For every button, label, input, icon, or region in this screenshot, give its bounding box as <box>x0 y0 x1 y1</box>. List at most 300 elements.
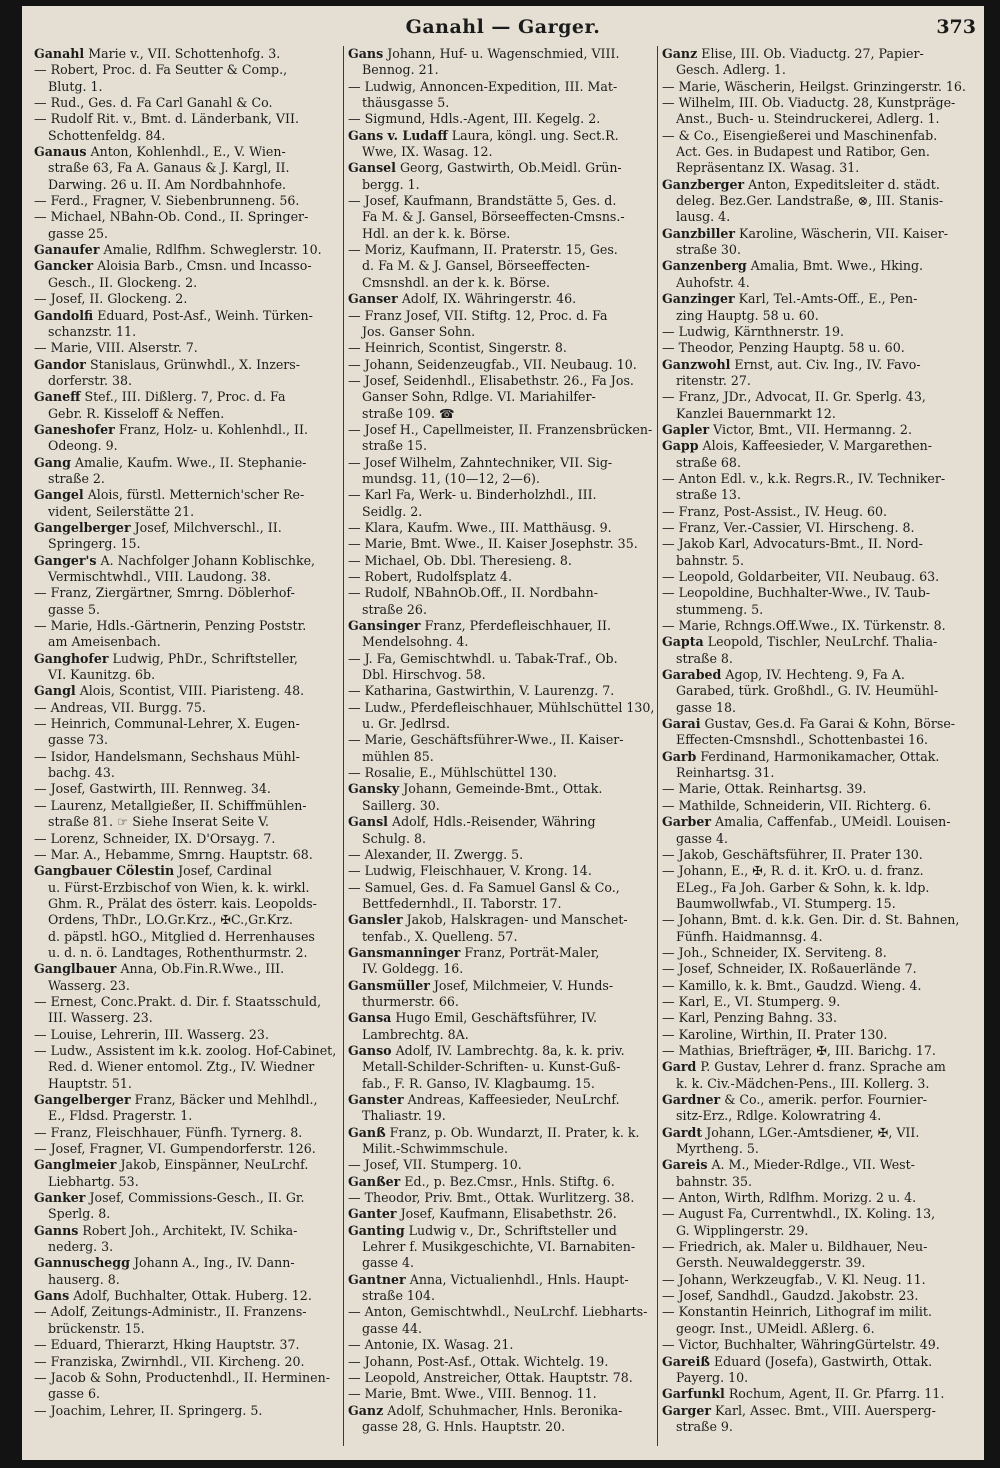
surname: Gareiß <box>662 1353 710 1369</box>
entry-text: straße 63, Fa A. Ganaus & J. Kargl, II. <box>48 160 290 176</box>
surname: Ganser <box>348 291 398 307</box>
entry-text: Ernst, aut. Civ. Ing., IV. Favo- <box>734 356 921 372</box>
directory-entry-line <box>662 765 974 781</box>
directory-entry-head <box>348 1174 654 1190</box>
entry-text: lausg. 4. <box>676 209 731 225</box>
entry-text: straße 13. <box>676 487 741 503</box>
entry-text: Josef, Milchverschl., II. <box>134 519 282 535</box>
directory-entry-line <box>34 847 340 863</box>
entry-text: — Leopoldine, Buchhalter-Wwe., IV. Taub- <box>662 585 931 601</box>
entry-text: — Franz, JDr., Advocat, II. Gr. Sperlg. 43, <box>662 389 926 405</box>
directory-entry-line <box>348 340 654 356</box>
directory-entry-line <box>348 1304 654 1320</box>
directory-entry-line <box>34 929 340 945</box>
directory-entry-line <box>34 1321 340 1337</box>
entry-text: Eduard (Josefa), Gastwirth, Ottak. <box>713 1353 933 1369</box>
surname: Ganns <box>34 1222 79 1238</box>
directory-entry-line <box>662 209 974 225</box>
surname: Garber <box>662 814 712 830</box>
directory-entry-line <box>662 487 974 503</box>
directory-entry-line <box>348 520 654 536</box>
directory-entry-head <box>34 1092 340 1108</box>
directory-entry-line <box>662 324 974 340</box>
entry-text: Amalia, Caffenfab., UMeidl. Louisen- <box>715 814 951 830</box>
entry-text: — Marie, Bmt. Wwe., VIII. Bennog. 11. <box>348 1386 597 1402</box>
entry-text: — Mathilde, Schneiderin, VII. Richterg. 6. <box>662 797 932 813</box>
directory-entry-head <box>34 1288 340 1304</box>
entry-text: Aloisia Barb., Cmsn. und Incasso- <box>97 258 312 274</box>
entry-text: Effecten-Cmsnshdl., Schottenbastei 16. <box>676 732 929 748</box>
directory-entry-head <box>348 1403 654 1419</box>
entry-text: — Michael, NBahn-Ob. Cond., II. Springer- <box>34 209 309 225</box>
directory-column-2 <box>348 46 654 1454</box>
directory-page <box>22 6 984 1460</box>
entry-text: — Leopold, Goldarbeiter, VII. Neubaug. 63. <box>662 569 940 584</box>
entry-text: vident, Seilerstätte 21. <box>48 503 195 519</box>
entry-text: gasse 25. <box>48 225 108 241</box>
entry-text: straße 8. <box>676 650 733 666</box>
directory-entry-line <box>348 455 654 471</box>
entry-text: Franz, p. Ob. Wundarzt, II. Prater, k. k. <box>389 1124 640 1140</box>
entry-text: Odeong. 9. <box>48 438 118 454</box>
surname: Gangelberger <box>34 1092 131 1107</box>
directory-entry-line <box>34 471 340 487</box>
entry-text: Anna, Ob.Fin.R.Wwe., III. <box>120 961 285 977</box>
entry-text: straße 15. <box>362 438 427 454</box>
directory-entry-line <box>348 62 654 78</box>
entry-text: Fünfh. Haidmannsg. 4. <box>676 928 823 944</box>
entry-text: — Jacob & Sohn, Productenhdl., II. Herminen- <box>34 1369 330 1385</box>
directory-entry-line <box>348 389 654 405</box>
entry-text: Thaliastr. 19. <box>362 1108 446 1124</box>
surname: Gapler <box>662 421 710 437</box>
entry-text: Adolf, Schuhmacher, Hnls. Beronika- <box>387 1402 623 1418</box>
entry-text: — Anton, Wirth, Rdlfhm. Morizg. 2 u. 4. <box>662 1190 917 1206</box>
directory-entry-line <box>348 961 654 977</box>
directory-entry-line <box>662 1027 974 1043</box>
entry-text: Georg, Gastwirth, Ob.Meidl. Grün- <box>399 160 622 176</box>
entry-text: — Adolf, Zeitungs-Administr., II. Franzens- <box>34 1304 307 1320</box>
entry-text: — Johann, Bmt. d. k.k. Gen. Dir. d. St. Bahnen, <box>662 912 960 928</box>
directory-entry-line <box>34 814 340 830</box>
surname: Ganso <box>348 1042 392 1058</box>
directory-entry-line <box>662 1255 974 1271</box>
directory-entry-head <box>662 749 974 765</box>
entry-text: — Marie, Bmt. Wwe., II. Kaiser Josephstr. 35. <box>348 536 638 552</box>
entry-text: — Karl Fa, Werk- u. Binderholzhdl., III. <box>348 487 597 503</box>
entry-text: — Marie, Wäscherin, Heilgst. Grinzingerstr. 16. <box>662 78 966 94</box>
entry-text: Mendelsohng. 4. <box>362 634 469 650</box>
entry-text: — August Fa, Currentwhdl., IX. Koling. 13, <box>662 1206 936 1222</box>
entry-text: d. päpstl. hGO., Mitglied d. Herrenhauses <box>48 928 315 944</box>
directory-entry-line <box>348 1370 654 1386</box>
entry-text: straße 30. <box>676 242 741 258</box>
directory-entry-line <box>348 422 654 438</box>
directory-entry-head <box>662 1403 974 1419</box>
directory-entry-line <box>34 160 340 176</box>
entry-text: — Franz, Fleischhauer, Fünfh. Tyrnerg. 8. <box>34 1124 303 1140</box>
entry-text: — Ludwig, Fleischhauer, V. Krong. 14. <box>348 863 592 879</box>
surname: Ganaufer <box>34 242 100 258</box>
directory-entry-head <box>348 291 654 307</box>
directory-entry-head <box>348 128 654 144</box>
entry-text: — Anton Edl. v., k.k. Regrs.R., IV. Techniker- <box>662 470 946 486</box>
entry-text: — Karl, E., VI. Stumperg. 9. <box>662 993 841 1009</box>
entry-text: — Alexander, II. Zwergg. 5. <box>348 846 524 862</box>
entry-text: Fa M. & J. Gansel, Börseeffecten-Cmsns.- <box>362 209 625 225</box>
entry-text: gasse 5. <box>48 601 100 617</box>
directory-entry-line <box>348 308 654 324</box>
entry-text: Hauptstr. 51. <box>48 1075 132 1091</box>
entry-text: Metall-Schilder-Schriften- u. Kunst-Guß- <box>362 1059 621 1075</box>
directory-entry-head <box>348 814 654 830</box>
surname: Gardt <box>662 1124 703 1140</box>
directory-entry-line <box>662 275 974 291</box>
directory-entry-head <box>348 1092 654 1108</box>
entry-text: E., Fldsd. Pragerstr. 1. <box>48 1108 193 1124</box>
surname: Gansa <box>348 1010 392 1026</box>
entry-text: — Laurenz, Metallgießer, II. Schiffmühlen- <box>34 797 307 813</box>
entry-text: — Jakob Karl, Advocaturs-Bmt., II. Nord- <box>662 536 923 552</box>
entry-text: Johann, Huf- u. Wagenschmied, VIII. <box>387 46 620 61</box>
directory-entry-line <box>348 749 654 765</box>
directory-entry-line <box>34 62 340 78</box>
entry-text: Payerg. 10. <box>676 1369 749 1385</box>
entry-text: Kanzlei Bauernmarkt 12. <box>676 405 836 421</box>
directory-entry-line <box>34 569 340 585</box>
directory-entry-line <box>34 79 340 95</box>
directory-entry-head <box>662 422 974 438</box>
entry-text: Marie v., VII. Schottenhofg. 3. <box>88 46 281 61</box>
directory-entry-line <box>34 700 340 716</box>
directory-entry-head <box>34 455 340 471</box>
entry-text: Agop, IV. Hechteng. 9, Fa A. <box>725 667 905 683</box>
entry-text: A. Nachfolger Johann Koblischke, <box>100 552 316 568</box>
entry-text: — Friedrich, ak. Maler u. Bildhauer, Neu- <box>662 1239 928 1255</box>
surname: Gans <box>34 1288 70 1304</box>
entry-text: gasse 73. <box>48 732 108 748</box>
surname: Gangbauer Cölestin <box>34 863 175 879</box>
directory-entry-line <box>34 275 340 291</box>
entry-text: Adolf, Buchhalter, Ottak. Huberg. 12. <box>73 1288 312 1304</box>
directory-entry-head <box>662 667 974 683</box>
directory-entry-line <box>34 1239 340 1255</box>
entry-text: — Karl, Penzing Bahng. 33. <box>662 1010 837 1026</box>
surname: Gannuschegg <box>34 1255 130 1271</box>
directory-entry-line <box>348 683 654 699</box>
surname: Ganeff <box>34 389 81 405</box>
directory-entry-line <box>662 1272 974 1288</box>
directory-entry-line <box>348 880 654 896</box>
entry-text: Leopold, Tischler, NeuLrchf. Thalia- <box>707 634 938 650</box>
entry-text: Cmsnshdl. an der k. k. Börse. <box>362 274 551 290</box>
entry-text: u. Gr. Jedlrsd. <box>362 716 450 732</box>
surname: Gans <box>348 46 384 61</box>
directory-entry-line <box>662 160 974 176</box>
entry-text: — Heinrich, Communal-Lehrer, X. Eugen- <box>34 716 300 732</box>
directory-entry-line <box>348 1141 654 1157</box>
directory-entry-head <box>348 618 654 634</box>
directory-entry-line <box>662 1337 974 1353</box>
directory-entry-line <box>34 1354 340 1370</box>
entry-text: stummeng. 5. <box>676 601 764 617</box>
directory-entry-head <box>348 1043 654 1059</box>
entry-text: Anton, Kohlenhdl., E., V. Wien- <box>90 144 286 160</box>
directory-entry-line <box>662 929 974 945</box>
surname: Ganz <box>662 46 698 61</box>
directory-entry-line <box>34 765 340 781</box>
directory-entry-line <box>34 602 340 618</box>
surname: Gandor <box>34 356 86 372</box>
directory-entry-line <box>662 1321 974 1337</box>
directory-entry-line <box>348 634 654 650</box>
column-rule <box>657 46 658 1446</box>
directory-entry-line <box>348 929 654 945</box>
directory-entry-head <box>662 1059 974 1075</box>
directory-entry-line <box>348 193 654 209</box>
directory-entry-head <box>662 438 974 454</box>
directory-entry-line <box>34 209 340 225</box>
directory-entry-head <box>662 716 974 732</box>
entry-text: — Josef, Gastwirth, III. Rennweg. 34. <box>34 781 271 797</box>
entry-text: Stanislaus, Grünwhdl., X. Inzers- <box>89 356 301 372</box>
entry-text: k. k. Civ.-Mädchen-Pens., III. Kollerg. 3. <box>676 1075 930 1091</box>
directory-entry-line <box>348 1157 654 1173</box>
directory-entry-line <box>662 1239 974 1255</box>
entry-text: Amalie, Kaufm. Wwe., II. Stephanie- <box>74 454 307 470</box>
directory-entry-line <box>34 732 340 748</box>
entry-text: geogr. Inst., UMeidl. Aßlerg. 6. <box>676 1320 875 1336</box>
entry-text: Dbl. Hirschvog. 58. <box>362 667 486 683</box>
entry-text: zing Hauptg. 58 u. 60. <box>676 307 819 323</box>
directory-entry-line <box>348 1239 654 1255</box>
surname: Ganß <box>348 1124 386 1140</box>
directory-entry-line <box>662 651 974 667</box>
entry-text: — Wilhelm, III. Ob. Viaductg. 28, Kunstpräge- <box>662 95 956 111</box>
directory-entry-line <box>662 798 974 814</box>
directory-entry-head <box>348 1272 654 1288</box>
directory-entry-line <box>348 357 654 373</box>
directory-entry-line <box>662 585 974 601</box>
directory-entry-line <box>662 978 974 994</box>
surname: Ganglmeier <box>34 1157 117 1173</box>
directory-entry-head <box>34 553 340 569</box>
directory-entry-line <box>34 1174 340 1190</box>
entry-text: Josef, Milchmeier, V. Hunds- <box>433 977 614 993</box>
surname: Gansel <box>348 160 396 176</box>
entry-text: Red. d. Wiener entomol. Ztg., IV. Wiedner <box>48 1059 315 1075</box>
entry-text: Franz, Pferdefleischhauer, II. <box>424 618 612 634</box>
entry-text: tenfab., X. Quelleng. 57. <box>362 928 518 944</box>
directory-entry-line <box>662 1288 974 1304</box>
directory-entry-line <box>34 1272 340 1288</box>
entry-text: thäusgasse 5. <box>362 95 450 111</box>
entry-text: straße 26. <box>362 601 427 617</box>
directory-entry-line <box>34 406 340 422</box>
entry-text: — Josef H., Capellmeister, II. Franzensbrücken- <box>348 421 653 437</box>
directory-entry-line <box>348 1059 654 1075</box>
directory-entry-line <box>348 1108 654 1124</box>
directory-entry-head <box>34 683 340 699</box>
directory-entry-line <box>662 1174 974 1190</box>
directory-entry-line <box>662 994 974 1010</box>
entry-text: straße 109. ☎ <box>362 405 455 421</box>
entry-text: III. Wasserg. 23. <box>48 1010 153 1026</box>
entry-text: Rochum, Agent, II. Gr. Pfarrg. 11. <box>728 1386 945 1402</box>
directory-entry-line <box>662 536 974 552</box>
directory-entry-head <box>662 1157 974 1173</box>
entry-text: straße 9. <box>676 1418 733 1434</box>
directory-entry-line <box>662 79 974 95</box>
directory-column-1 <box>34 46 340 1454</box>
entry-text: — & Co., Eisengießerei und Maschinenfab. <box>662 127 938 143</box>
entry-text: Karl, Assec. Bmt., VIII. Auersperg- <box>715 1402 936 1418</box>
entry-text: gasse 4. <box>362 1255 414 1271</box>
entry-text: Schottenfeldg. 84. <box>48 127 166 143</box>
directory-entry-line <box>662 340 974 356</box>
entry-text: brückenstr. 15. <box>48 1320 145 1336</box>
entry-text: Eduard, Post-Asf., Weinh. Türken- <box>97 307 313 323</box>
entry-text: — Antonie, IX. Wasag. 21. <box>348 1337 514 1353</box>
directory-entry-head <box>348 1010 654 1026</box>
surname: Gareis <box>662 1157 708 1173</box>
entry-text: — Johann, Werkzeugfab., V. Kl. Neug. 11. <box>662 1271 926 1287</box>
entry-text: — Josef, Schneider, IX. Roßauerlände 7. <box>662 961 917 977</box>
entry-text: Johann A., Ing., IV. Dann- <box>133 1255 295 1271</box>
entry-text: — Marie, Hdls.-Gärtnerin, Penzing Poststr. <box>34 618 307 634</box>
entry-text: Myrtheng. 5. <box>676 1141 759 1157</box>
entry-text: bergg. 1. <box>362 176 420 192</box>
entry-text: Josef, Commissions-Gesch., II. Gr. <box>89 1190 305 1206</box>
directory-entry-line <box>34 373 340 389</box>
directory-entry-head <box>34 863 340 879</box>
surname: Ganker <box>34 1190 86 1206</box>
surname: Gandolfi <box>34 307 94 323</box>
directory-entry-line <box>34 438 340 454</box>
directory-entry-line <box>662 831 974 847</box>
directory-entry-line <box>348 1027 654 1043</box>
directory-entry-head <box>34 961 340 977</box>
entry-text: nederg. 3. <box>48 1239 114 1255</box>
entry-text: — Franz, Post-Assist., IV. Heug. 60. <box>662 503 888 519</box>
entry-text: — Franz, Ziergärtner, Smrng. Döblerhof- <box>34 585 295 601</box>
entry-text: Ed., p. Bez.Cmsr., Hnls. Stiftg. 6. <box>404 1173 615 1189</box>
entry-text: VI. Kaunitzg. 6b. <box>48 667 156 683</box>
directory-entry-line <box>348 1321 654 1337</box>
entry-text: — Ludw., Assistent im k.k. zoolog. Hof-Cabinet, <box>34 1042 337 1058</box>
directory-entry-head <box>34 1255 340 1271</box>
entry-text: — Joh., Schneider, IX. Serviteng. 8. <box>662 944 887 960</box>
surname: Gansky <box>348 781 400 797</box>
directory-entry-line <box>662 1223 974 1239</box>
entry-text: ELeg., Fa Joh. Garber & Sohn, k. k. ldp. <box>676 879 930 895</box>
entry-text: u. Fürst-Erzbischof von Wien, k. k. wirkl. <box>48 879 310 895</box>
directory-entry-line <box>662 373 974 389</box>
entry-text: — Josef, Sandhdl., Gaudzd. Jakobstr. 23. <box>662 1288 919 1304</box>
entry-text: Stef., III. Dißlerg. 7, Proc. d. Fa <box>84 389 286 405</box>
directory-entry-head <box>34 357 340 373</box>
directory-entry-head <box>348 1223 654 1239</box>
directory-entry-head <box>662 46 974 62</box>
directory-entry-head <box>34 46 340 62</box>
directory-entry-line <box>662 912 974 928</box>
directory-entry-line <box>662 700 974 716</box>
directory-entry-head <box>34 1157 340 1173</box>
entry-text: — Ernest, Conc.Prakt. d. Dir. f. Staatsschuld, <box>34 993 322 1009</box>
entry-text: — Ludw., Pferdefleischhauer, Mühlschüttel 130, <box>348 699 654 715</box>
entry-text: — Marie, VIII. Alserstr. 7. <box>34 340 198 356</box>
directory-entry-line <box>34 1010 340 1026</box>
entry-text: — Mathias, Briefträger, ✠, III. Barichg. 17. <box>662 1042 936 1058</box>
entry-text: — Moriz, Kaufmann, II. Praterstr. 15, Ges. <box>348 242 618 258</box>
entry-text: Gersth. Neuwaldeggerstr. 39. <box>676 1255 866 1271</box>
directory-entry-line <box>662 880 974 896</box>
entry-text: Gebr. R. Kisseloff & Neffen. <box>48 405 225 421</box>
entry-text: straße 2. <box>48 470 105 486</box>
entry-text: — Mar. A., Hebamme, Smrng. Hauptstr. 68. <box>34 846 313 862</box>
directory-entry-line <box>348 406 654 422</box>
directory-entry-head <box>348 781 654 797</box>
entry-text: — Robert, Proc. d. Fa Seutter & Comp., <box>34 62 288 78</box>
surname: Garabed <box>662 667 722 683</box>
entry-text: Auhofstr. 4. <box>676 274 750 290</box>
entry-text: Anst., Buch- u. Steindruckerei, Adlerg. 1. <box>676 111 940 127</box>
directory-entry-line <box>348 1255 654 1271</box>
entry-text: Repräsentanz IX. Wasag. 31. <box>676 160 860 176</box>
entry-text: Ordens, ThDr., LO.Gr.Krz., ✠C.,Gr.Krz. <box>48 912 293 928</box>
entry-text: — Andreas, VII. Burgg. 75. <box>34 699 206 715</box>
directory-entry-line <box>348 95 654 111</box>
entry-text: — Isidor, Handelsmann, Sechshaus Mühl- <box>34 748 300 764</box>
directory-entry-line <box>34 749 340 765</box>
page-number: 373 <box>936 16 976 38</box>
surname: Ganster <box>348 1092 404 1107</box>
directory-entry-head <box>662 357 974 373</box>
surname: Gangelberger <box>34 519 131 535</box>
entry-text: — Rudolf Rit. v., Bmt. d. Länderbank, VII. <box>34 111 299 127</box>
entry-text: Anton, Expeditsleiter d. städt. <box>748 176 940 192</box>
directory-entry-head <box>662 177 974 193</box>
entry-text: — Josef, II. Glockeng. 2. <box>34 291 188 307</box>
entry-text: Jakob, Halskragen- und Manschet- <box>406 912 628 928</box>
surname: Garb <box>662 748 697 764</box>
entry-text: Springerg. 15. <box>48 536 141 552</box>
directory-column-3 <box>662 46 974 1454</box>
directory-entry-line <box>662 471 974 487</box>
entry-text: Alois, Kaffeesieder, V. Margarethen- <box>702 438 932 454</box>
surname: Ganzenberg <box>662 258 747 274</box>
directory-entry-line <box>662 242 974 258</box>
entry-text: — Josef, Fragner, VI. Gumpendorferstr. 126. <box>34 1141 316 1157</box>
directory-entry-line <box>34 1141 340 1157</box>
directory-entry-line <box>348 831 654 847</box>
directory-entry-line <box>34 324 340 340</box>
directory-entry-line <box>34 291 340 307</box>
entry-text: sitz-Erz., Rdlge. Kolowratring 4. <box>676 1108 882 1124</box>
entry-text: G. Wipplingerstr. 29. <box>676 1222 809 1238</box>
directory-entry-line <box>662 62 974 78</box>
entry-text: Bettfedernhdl., II. Taborstr. 17. <box>362 895 562 911</box>
directory-entry-head <box>662 258 974 274</box>
surname: Ganting <box>348 1222 405 1238</box>
entry-text: — Robert, Rudolfsplatz 4. <box>348 569 512 584</box>
directory-entry-head <box>662 226 974 242</box>
surname: Ganahl <box>34 46 85 61</box>
directory-entry-line <box>348 275 654 291</box>
entry-text: Karl, Tel.-Amts-Off., E., Pen- <box>738 291 918 307</box>
directory-entry-line <box>662 1043 974 1059</box>
entry-text: — Marie, Geschäftsführer-Wwe., II. Kaiser- <box>348 732 624 748</box>
